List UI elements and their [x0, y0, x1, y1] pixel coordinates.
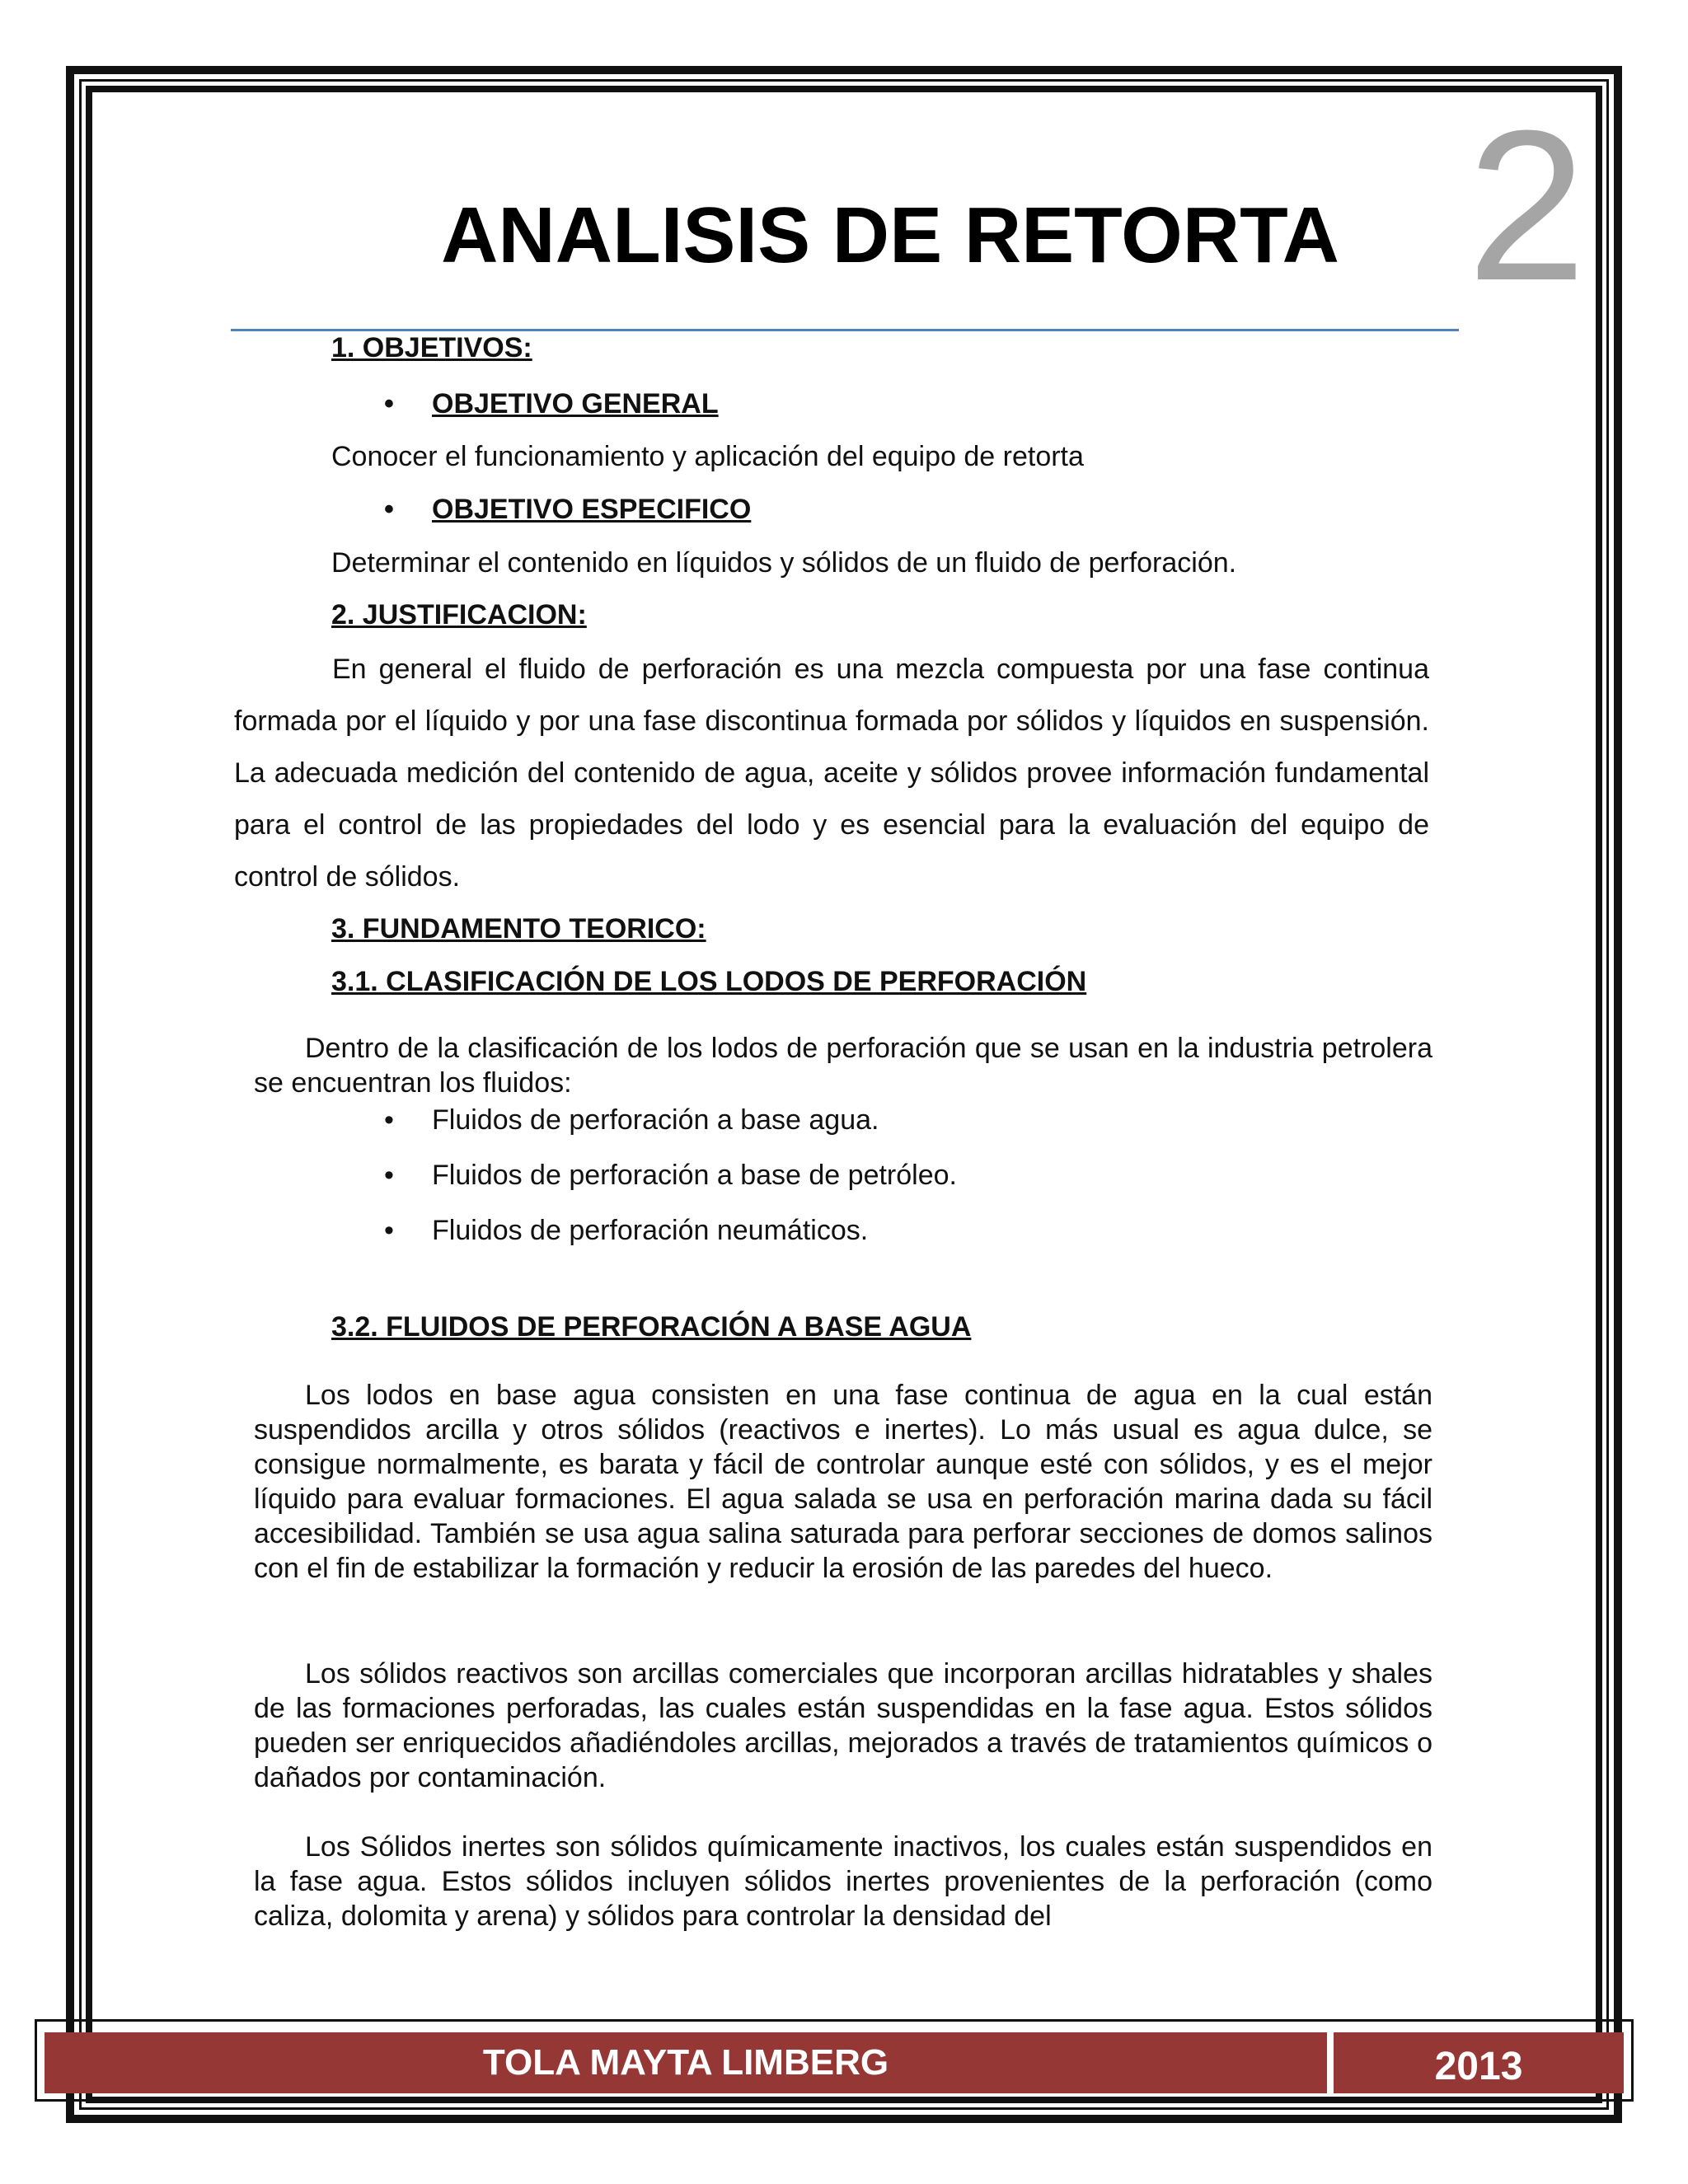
base-agua-paragraph-3: [254, 1830, 1432, 1933]
paragraph-text: Los sólidos reactivos son arcillas comerciales que incorporan arcillas hidratables y shales de las formaciones perforadas, las cuales están suspendidas en la fase agua. Estos sólidos pueden ser enriquecidos añadiéndoles arcillas, mejorados a través de tratamientos químicos o dañados por contaminación.: [254, 1658, 1432, 1793]
objetivos-heading: 1. OBJETIVOS:: [331, 332, 532, 363]
fundamento-heading: 3. FUNDAMENTO TEORICO:: [331, 913, 706, 944]
paragraph-text: Los lodos en base agua consisten en una fase continua de agua en la cual están suspendidos arcilla y otros sólidos (reactivos e inertes). Lo más usual es agua dulce, se consigue normalmente, es barata y fácil de controlar aunque esté con sólidos, y es el mejor líquido para evaluar formaciones. El agua salada se usa en perforación marina dada su fácil accesibilidad. También se usa agua salina saturada para perforar secciones de domos salinos con el fin de estabilizar la formación y reducir la erosión de las paredes del hueco.: [254, 1380, 1432, 1584]
base-agua-paragraph-2: [254, 1657, 1432, 1795]
objetivo-general-text: Conocer el funcionamiento y aplicación del equipo de retorta: [331, 441, 1084, 472]
page-title: ANALISIS DE RETORTA: [441, 191, 1339, 279]
footer-divider: [1327, 2032, 1334, 2093]
page-number: 2: [1467, 87, 1587, 326]
fluid-type-item: • Fluidos de perforación a base agua.: [432, 1103, 879, 1138]
objetivo-especifico-text: Determinar el contenido en líquidos y sólidos de un fluido de perforación.: [331, 547, 1237, 579]
fluid-type-item: • Fluidos de perforación neumáticos.: [432, 1213, 868, 1249]
paragraph-text: Los Sólidos inertes son sólidos químicamente inactivos, los cuales están suspendidos en la fase agua. Estos sólidos incluyen sólidos inertes provenientes de la perforación (como caliza, dolomita y arena) y sólidos para controlar la densidad del: [254, 1831, 1432, 1932]
base-agua-heading: 3.2. FLUIDOS DE PERFORACIÓN A BASE AGUA: [331, 1311, 972, 1343]
footer-year: 2013: [1434, 2045, 1523, 2088]
footer-author: TOLA MAYTA LIMBERG: [482, 2042, 889, 2083]
objetivo-especifico-heading: • OBJETIVO ESPECIFICO: [432, 492, 751, 527]
fluid-type-item: • Fluidos de perforación a base de petróleo.: [432, 1158, 957, 1193]
clasificacion-heading: 3.1. CLASIFICACIÓN DE LOS LODOS DE PERFORACIÓN: [331, 966, 1087, 997]
base-agua-paragraph-1: [254, 1378, 1432, 1586]
clasificacion-intro: [254, 1031, 1432, 1100]
clasificacion-intro-text: Dentro de la clasificación de los lodos de perforación que se usan en la industria petrolera se encuentran los fluidos:: [254, 1033, 1432, 1099]
objetivo-general-heading: • OBJETIVO GENERAL: [432, 387, 719, 422]
justificacion-heading: 2. JUSTIFICACION:: [331, 599, 587, 630]
justificacion-paragraph: En general el fluido de perforación es una mezcla compuesta por una fase continua formada por el líquido y por una fase discontinua formada por sólidos y líquidos en suspensión. La adecuada medición del contenido de agua, aceite y sólidos provee información fundamental para el control de las propiedades del lodo y es esencial para la evaluación del equipo de control de sólidos.: [234, 654, 1429, 893]
